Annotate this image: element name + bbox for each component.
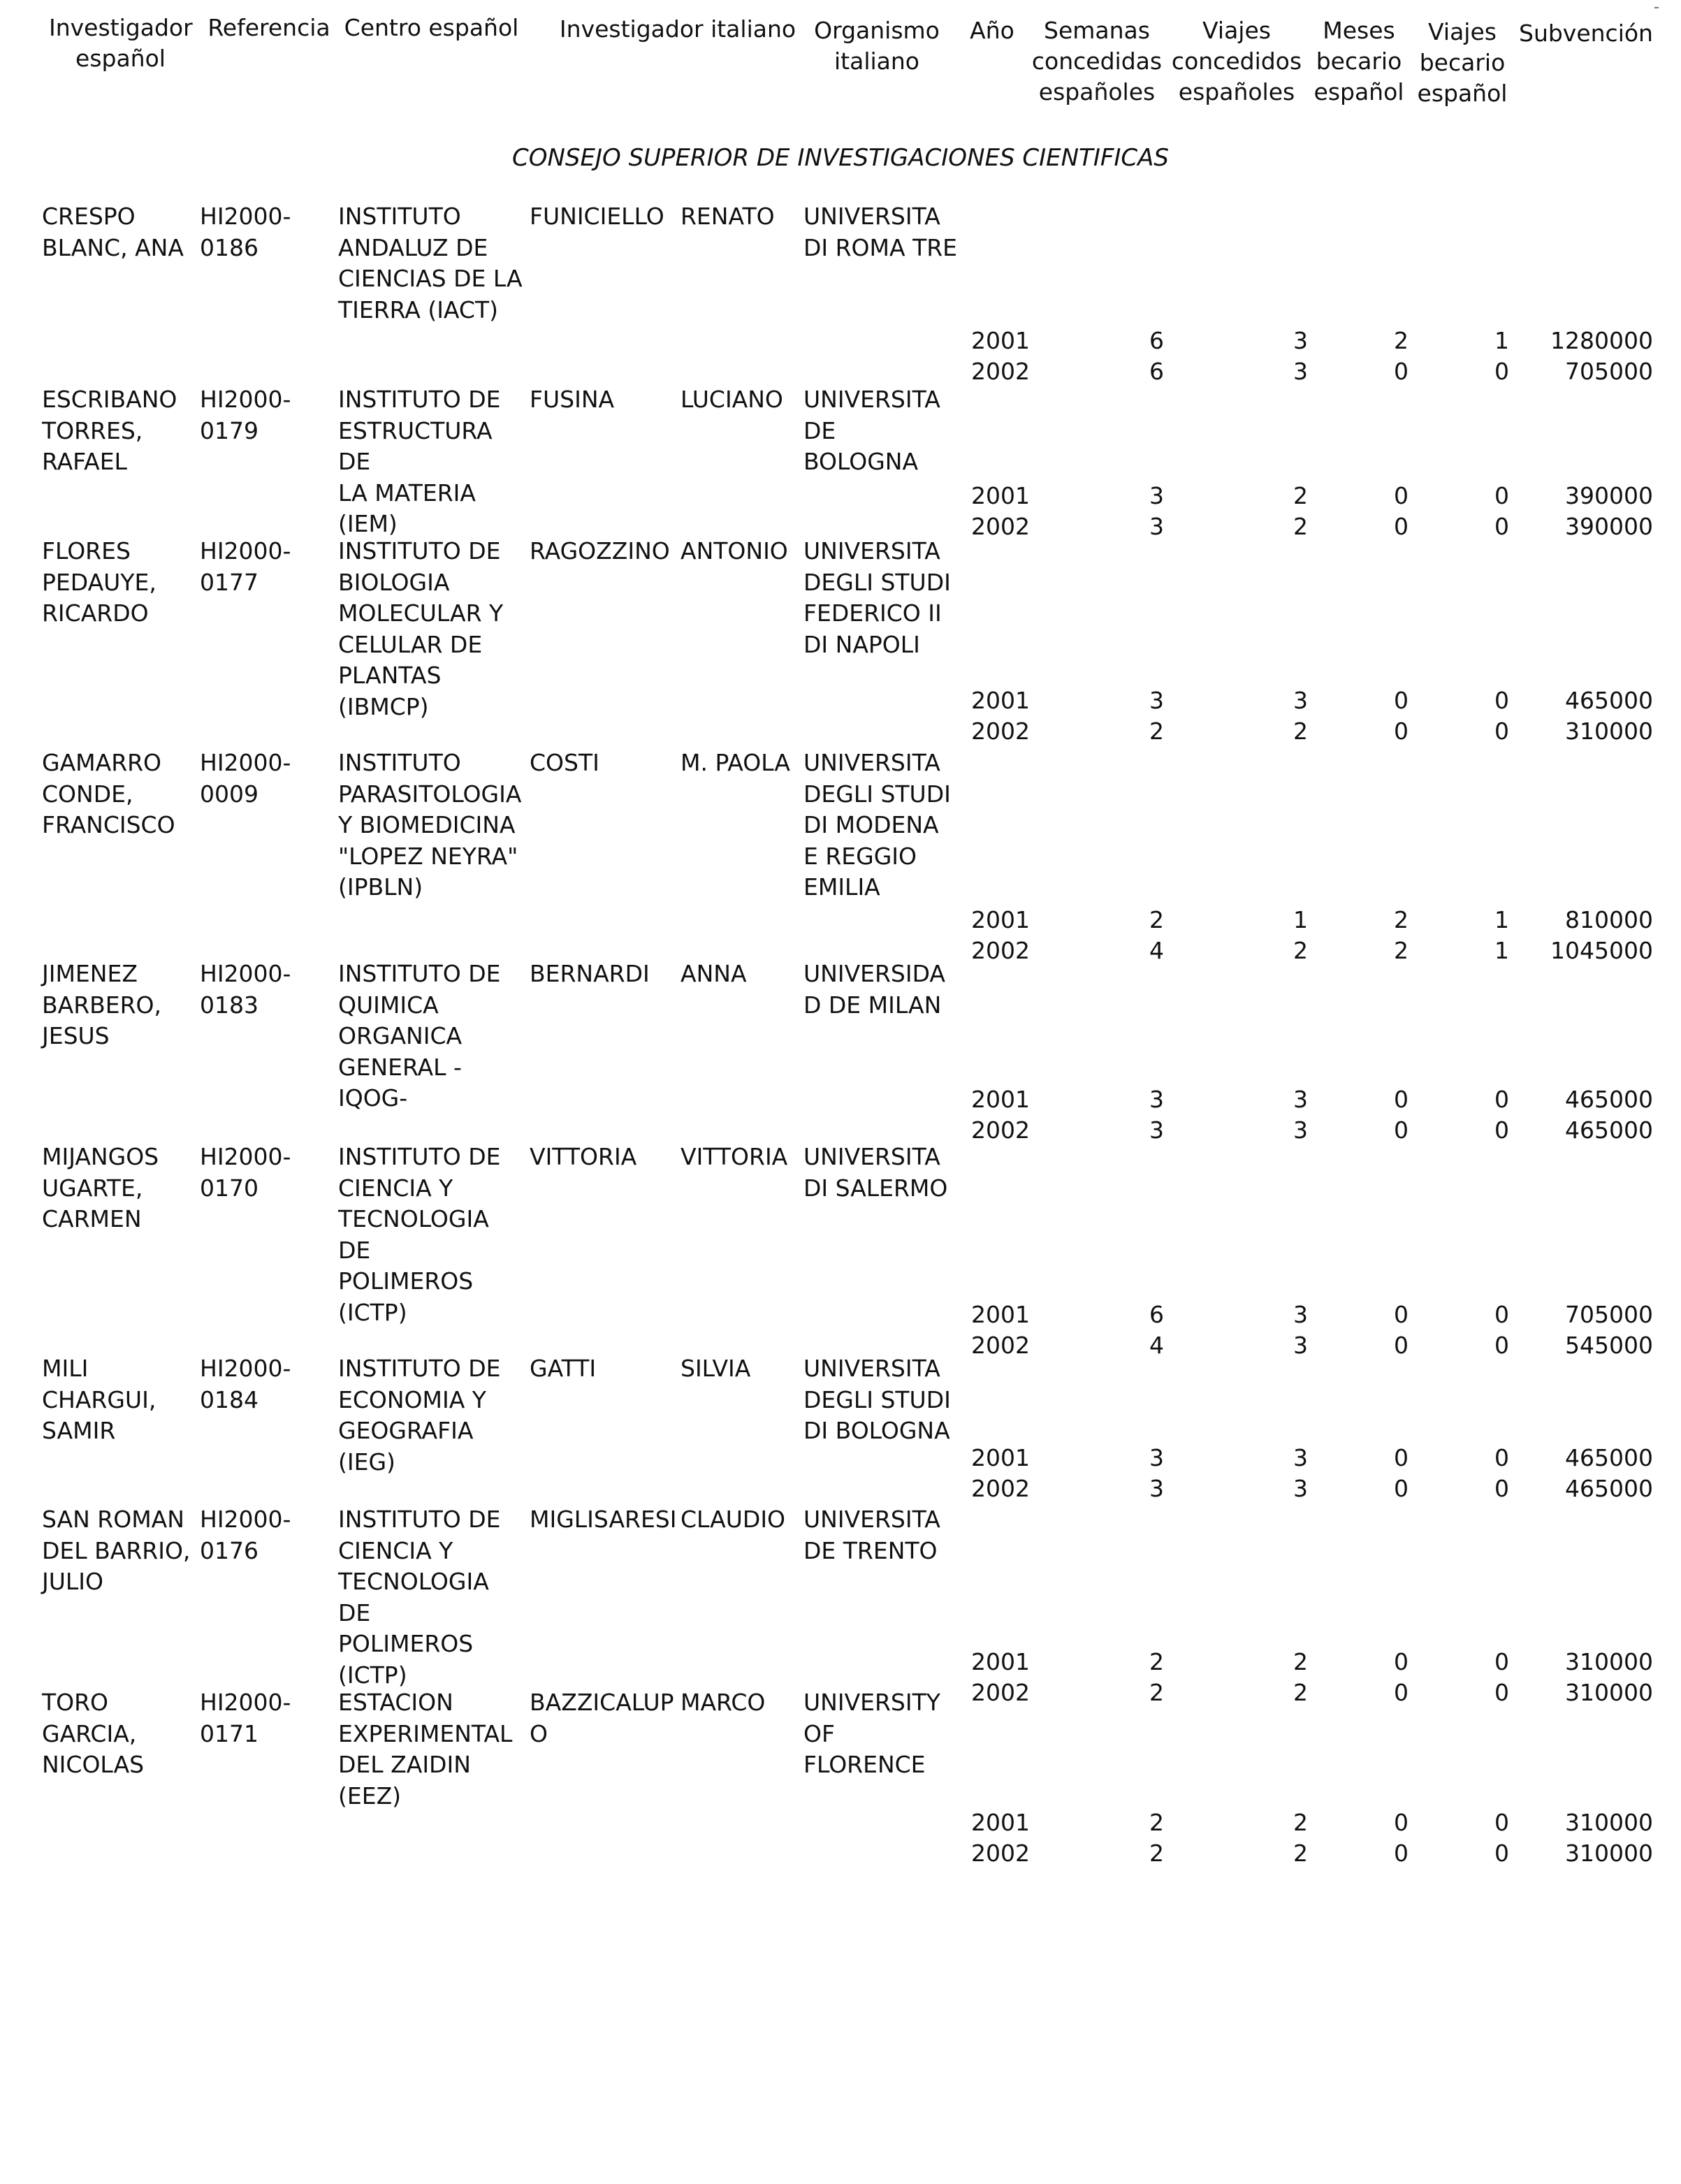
cell-organismo-italiano: UNIVERSITA DE TRENTO	[803, 1506, 940, 1564]
cell-viajes: 2	[1293, 482, 1308, 509]
cell-viajes: 2	[1293, 513, 1308, 540]
cell-meses-becario: 2	[1394, 937, 1409, 964]
cell-semanas: 2	[1149, 906, 1164, 933]
cell-anio: 2002	[971, 1475, 1030, 1502]
cell-subvencion: 465000	[1565, 1116, 1653, 1144]
cell-semanas: 2	[1149, 1648, 1164, 1675]
cell-meses-becario: 0	[1394, 1332, 1409, 1359]
cell-investigador-italiano-apellido: FUNICIELLO	[530, 203, 664, 230]
cell-viajes-becario: 1	[1494, 327, 1509, 354]
cell-viajes: 3	[1293, 1086, 1308, 1113]
cell-investigador-espanol: SAN ROMAN DEL BARRIO, JULIO	[42, 1506, 191, 1595]
cell-viajes: 3	[1293, 327, 1308, 354]
cell-meses-becario: 0	[1394, 1086, 1409, 1113]
cell-investigador-espanol: CRESPO BLANC, ANA	[42, 203, 184, 261]
cell-viajes: 3	[1293, 358, 1308, 385]
header-semanas: Semanas concedidas españoles	[1031, 17, 1163, 105]
cell-subvencion: 1045000	[1550, 937, 1653, 964]
cell-semanas: 3	[1149, 1116, 1164, 1144]
header-anio: Año	[970, 17, 1014, 44]
cell-referencia: HI2000- 0009	[200, 749, 291, 808]
cell-anio: 2001	[971, 1301, 1030, 1328]
section-title: CONSEJO SUPERIOR DE INVESTIGACIONES CIENTIFICAS	[511, 144, 1170, 172]
cell-investigador-italiano-nombre: M. PAOLA	[681, 749, 790, 776]
cell-semanas: 3	[1149, 1086, 1164, 1113]
cell-viajes: 3	[1293, 1444, 1308, 1471]
cell-anio: 2001	[971, 1648, 1030, 1675]
cell-semanas: 3	[1149, 687, 1164, 714]
cell-investigador-espanol: JIMENEZ BARBERO, JESUS	[42, 960, 162, 1049]
cell-organismo-italiano: UNIVERSITA DI ROMA TRE	[803, 203, 958, 261]
cell-meses-becario: 0	[1394, 1116, 1409, 1144]
cell-anio: 2001	[971, 482, 1030, 509]
cell-semanas: 4	[1149, 937, 1164, 964]
cell-subvencion: 465000	[1565, 687, 1653, 714]
cell-viajes-becario: 0	[1494, 1086, 1509, 1113]
cell-viajes-becario: 1	[1494, 906, 1509, 933]
cell-anio: 2001	[971, 1809, 1030, 1836]
cell-subvencion: 310000	[1565, 1840, 1653, 1867]
cell-organismo-italiano: UNIVERSITY OF FLORENCE	[803, 1689, 940, 1778]
cell-referencia: HI2000- 0184	[200, 1355, 291, 1413]
cell-investigador-italiano-apellido: MIGLISARESI	[530, 1506, 677, 1533]
cell-investigador-italiano-apellido: FUSINA	[530, 386, 615, 413]
cell-referencia: HI2000- 0183	[200, 960, 291, 1019]
cell-subvencion: 1280000	[1550, 327, 1653, 354]
cell-semanas: 6	[1149, 358, 1164, 385]
cell-meses-becario: 0	[1394, 687, 1409, 714]
header-subvencion: Subvención	[1519, 20, 1653, 47]
cell-organismo-italiano: UNIVERSITA DI SALERMO	[803, 1143, 948, 1202]
cell-referencia: HI2000- 0186	[200, 203, 291, 261]
cell-semanas: 2	[1149, 1809, 1164, 1836]
scan-mark	[1654, 7, 1659, 8]
cell-centro-espanol: ESTACION EXPERIMENTAL DEL ZAIDIN (EEZ)	[338, 1689, 513, 1810]
cell-viajes-becario: 0	[1494, 1116, 1509, 1144]
cell-meses-becario: 0	[1394, 718, 1409, 745]
cell-organismo-italiano: UNIVERSITA DEGLI STUDI FEDERICO II DI NAPOLI	[803, 537, 951, 658]
cell-anio: 2002	[971, 513, 1030, 540]
header-investigador-espanol: Investigador español	[49, 14, 193, 72]
cell-viajes: 2	[1293, 937, 1308, 964]
cell-subvencion: 310000	[1565, 1648, 1653, 1675]
cell-semanas: 3	[1149, 1475, 1164, 1502]
cell-organismo-italiano: UNIVERSITA DEGLI STUDI DI MODENA E REGGIO EMILIA	[803, 749, 951, 901]
cell-viajes: 2	[1293, 1809, 1308, 1836]
cell-viajes-becario: 0	[1494, 1648, 1509, 1675]
cell-viajes: 3	[1293, 1332, 1308, 1359]
cell-investigador-italiano-nombre: LUCIANO	[681, 386, 783, 413]
cell-meses-becario: 0	[1394, 513, 1409, 540]
cell-investigador-italiano-apellido: COSTI	[530, 749, 599, 776]
cell-referencia: HI2000- 0170	[200, 1143, 291, 1202]
header-meses-becario: Meses becario español	[1313, 17, 1404, 105]
cell-subvencion: 705000	[1565, 1301, 1653, 1328]
cell-semanas: 6	[1149, 327, 1164, 354]
cell-viajes-becario: 0	[1494, 687, 1509, 714]
cell-viajes-becario: 0	[1494, 1301, 1509, 1328]
cell-anio: 2001	[971, 687, 1030, 714]
cell-semanas: 2	[1149, 718, 1164, 745]
cell-viajes-becario: 0	[1494, 1679, 1509, 1706]
cell-investigador-italiano-nombre: ANNA	[681, 960, 747, 987]
cell-meses-becario: 0	[1394, 1840, 1409, 1867]
cell-meses-becario: 0	[1394, 358, 1409, 385]
cell-anio: 2002	[971, 1840, 1030, 1867]
cell-subvencion: 465000	[1565, 1475, 1653, 1502]
cell-investigador-italiano-nombre: RENATO	[681, 203, 775, 230]
cell-viajes: 2	[1293, 718, 1308, 745]
cell-anio: 2001	[971, 1444, 1030, 1471]
cell-meses-becario: 0	[1394, 1301, 1409, 1328]
cell-investigador-espanol: MILI CHARGUI, SAMIR	[42, 1355, 157, 1444]
cell-semanas: 3	[1149, 513, 1164, 540]
cell-viajes-becario: 0	[1494, 1809, 1509, 1836]
cell-investigador-espanol: TORO GARCIA, NICOLAS	[42, 1689, 145, 1778]
cell-investigador-espanol: FLORES PEDAUYE, RICARDO	[42, 537, 157, 627]
cell-viajes: 2	[1293, 1679, 1308, 1706]
cell-investigador-italiano-nombre: CLAUDIO	[681, 1506, 786, 1533]
cell-semanas: 6	[1149, 1301, 1164, 1328]
cell-centro-espanol: INSTITUTO DE QUIMICA ORGANICA GENERAL -IQOG-	[338, 960, 501, 1112]
cell-viajes-becario: 0	[1494, 1475, 1509, 1502]
cell-viajes: 2	[1293, 1648, 1308, 1675]
cell-centro-espanol: INSTITUTO DE CIENCIA Y TECNOLOGIA DE POLIMEROS (ICTP)	[338, 1506, 501, 1689]
cell-referencia: HI2000- 0176	[200, 1506, 291, 1564]
cell-investigador-espanol: ESCRIBANO TORRES, RAFAEL	[42, 386, 177, 475]
cell-investigador-italiano-apellido: BAZZICALUP O	[530, 1689, 674, 1747]
cell-meses-becario: 2	[1394, 327, 1409, 354]
cell-meses-becario: 0	[1394, 1648, 1409, 1675]
cell-anio: 2001	[971, 1086, 1030, 1113]
cell-investigador-italiano-nombre: SILVIA	[681, 1355, 751, 1382]
cell-investigador-italiano-apellido: GATTI	[530, 1355, 597, 1382]
cell-viajes-becario: 0	[1494, 513, 1509, 540]
cell-meses-becario: 0	[1394, 1679, 1409, 1706]
cell-anio: 2002	[971, 1116, 1030, 1144]
cell-viajes-becario: 0	[1494, 1840, 1509, 1867]
cell-viajes-becario: 0	[1494, 1444, 1509, 1471]
cell-meses-becario: 0	[1394, 482, 1409, 509]
cell-semanas: 4	[1149, 1332, 1164, 1359]
cell-investigador-espanol: MIJANGOS UGARTE, CARMEN	[42, 1143, 159, 1232]
cell-subvencion: 310000	[1565, 718, 1653, 745]
cell-investigador-italiano-nombre: MARCO	[681, 1689, 766, 1716]
cell-viajes-becario: 0	[1494, 358, 1509, 385]
cell-investigador-italiano-apellido: VITTORIA	[530, 1143, 637, 1170]
cell-centro-espanol: INSTITUTO DE ESTRUCTURA DE LA MATERIA (IEM)	[338, 386, 501, 537]
cell-subvencion: 465000	[1565, 1086, 1653, 1113]
cell-viajes: 3	[1293, 1475, 1308, 1502]
cell-investigador-italiano-nombre: ANTONIO	[681, 537, 788, 565]
cell-organismo-italiano: UNIVERSITA DE BOLOGNA	[803, 386, 940, 475]
cell-investigador-italiano-apellido: RAGOZZINO	[530, 537, 670, 565]
cell-subvencion: 465000	[1565, 1444, 1653, 1471]
cell-viajes: 1	[1293, 906, 1308, 933]
cell-subvencion: 390000	[1565, 482, 1653, 509]
cell-subvencion: 545000	[1565, 1332, 1653, 1359]
cell-anio: 2002	[971, 1679, 1030, 1706]
cell-centro-espanol: INSTITUTO ANDALUZ DE CIENCIAS DE LA TIERRA (IACT)	[338, 203, 523, 323]
cell-viajes-becario: 0	[1494, 1332, 1509, 1359]
cell-centro-espanol: INSTITUTO DE ECONOMIA Y GEOGRAFIA (IEG)	[338, 1355, 501, 1476]
cell-meses-becario: 0	[1394, 1444, 1409, 1471]
header-centro-espanol: Centro español	[344, 14, 519, 41]
cell-viajes: 3	[1293, 1301, 1308, 1328]
cell-investigador-italiano-nombre: VITTORIA	[681, 1143, 788, 1170]
cell-viajes: 3	[1293, 687, 1308, 714]
cell-viajes: 3	[1293, 1116, 1308, 1144]
cell-centro-espanol: INSTITUTO PARASITOLOGIA Y BIOMEDICINA "LOPEZ NEYRA" (IPBLN)	[338, 749, 522, 901]
cell-organismo-italiano: UNIVERSIDA D DE MILAN	[803, 960, 946, 1019]
cell-anio: 2001	[971, 327, 1030, 354]
cell-subvencion: 310000	[1565, 1679, 1653, 1706]
cell-meses-becario: 0	[1394, 1475, 1409, 1502]
cell-referencia: HI2000- 0179	[200, 386, 291, 444]
cell-viajes-becario: 0	[1494, 718, 1509, 745]
cell-anio: 2002	[971, 937, 1030, 964]
cell-meses-becario: 2	[1394, 906, 1409, 933]
cell-viajes: 2	[1293, 1840, 1308, 1867]
header-referencia: Referencia	[208, 14, 330, 41]
cell-subvencion: 310000	[1565, 1809, 1653, 1836]
cell-semanas: 3	[1149, 482, 1164, 509]
header-viajes-becario: Viajes becario español	[1417, 18, 1508, 107]
cell-referencia: HI2000- 0177	[200, 537, 291, 596]
header-investigador-italiano: Investigador italiano	[559, 15, 796, 43]
cell-meses-becario: 0	[1394, 1809, 1409, 1836]
cell-subvencion: 705000	[1565, 358, 1653, 385]
header-viajes: Viajes concedidos españoles	[1171, 17, 1302, 105]
cell-anio: 2002	[971, 1332, 1030, 1359]
cell-organismo-italiano: UNIVERSITA DEGLI STUDI DI BOLOGNA	[803, 1355, 951, 1444]
cell-anio: 2002	[971, 718, 1030, 745]
header-organismo-italiano: Organismo italiano	[814, 17, 940, 75]
cell-semanas: 2	[1149, 1840, 1164, 1867]
cell-anio: 2002	[971, 358, 1030, 385]
cell-subvencion: 390000	[1565, 513, 1653, 540]
cell-semanas: 3	[1149, 1444, 1164, 1471]
cell-investigador-espanol: GAMARRO CONDE, FRANCISCO	[42, 749, 175, 838]
cell-viajes-becario: 1	[1494, 937, 1509, 964]
cell-centro-espanol: INSTITUTO DE CIENCIA Y TECNOLOGIA DE POLIMEROS (ICTP)	[338, 1143, 501, 1326]
cell-subvencion: 810000	[1565, 906, 1653, 933]
cell-centro-espanol: INSTITUTO DE BIOLOGIA MOLECULAR Y CELULAR DE PLANTAS (IBMCP)	[338, 537, 504, 720]
cell-anio: 2001	[971, 906, 1030, 933]
cell-semanas: 2	[1149, 1679, 1164, 1706]
cell-referencia: HI2000- 0171	[200, 1689, 291, 1747]
cell-viajes-becario: 0	[1494, 482, 1509, 509]
cell-investigador-italiano-apellido: BERNARDI	[530, 960, 650, 987]
